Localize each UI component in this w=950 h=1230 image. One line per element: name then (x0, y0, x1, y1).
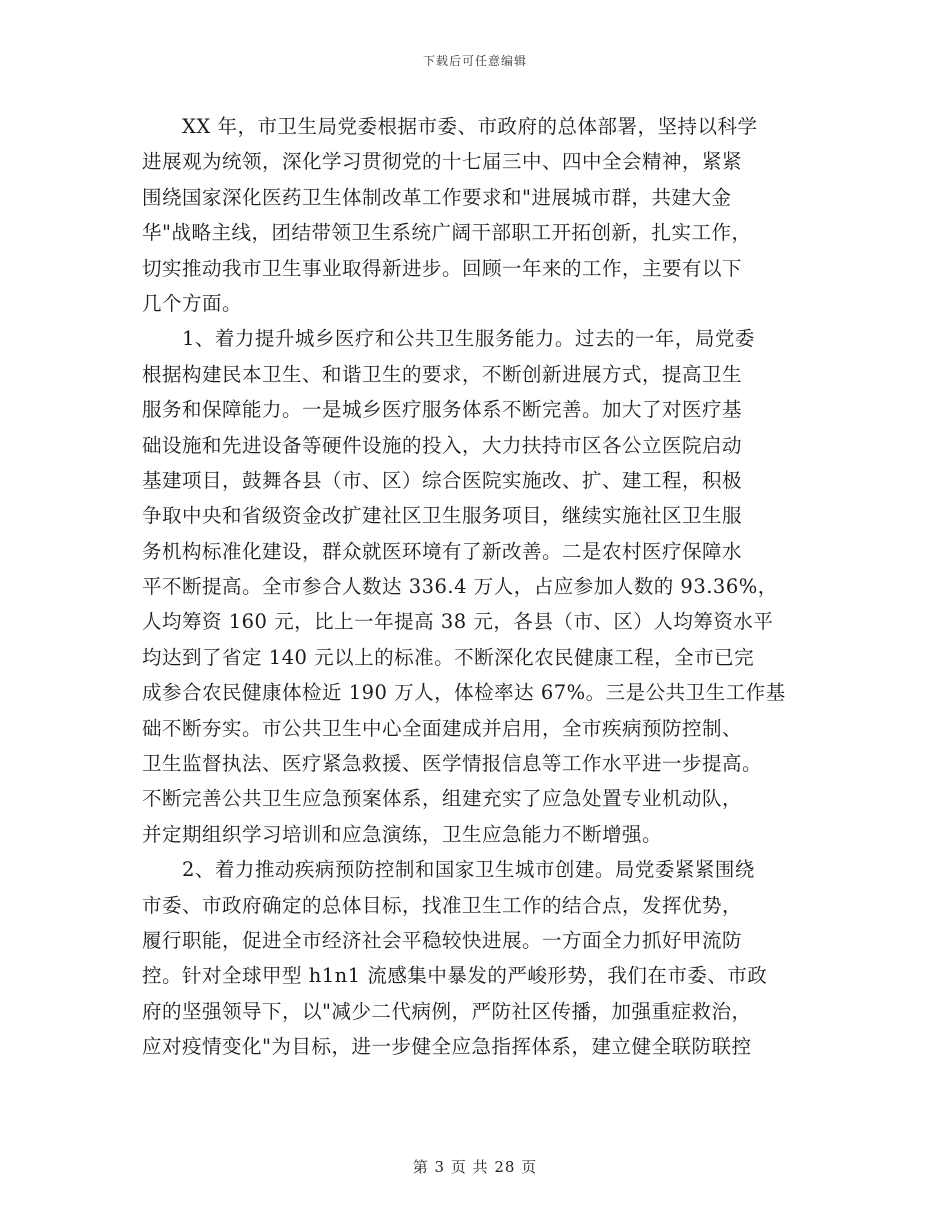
paragraph-line: 华"战略主线，团结带领卫生系统广阔干部职工开拓创新，扎实工作， (142, 221, 752, 245)
paragraph-line: 应对疫情变化"为目标，进一步健全应急指挥体系，建立健全联防联控 (142, 1035, 752, 1059)
paragraph-line: 履行职能，促进全市经济社会平稳较快进展。一方面全力抓好甲流防 (142, 928, 743, 952)
paragraph-line: 1、着力提升城乡医疗和公共卫生服务能力。过去的一年，局党委 (182, 327, 755, 351)
paragraph-line: 争取中央和省级资金改扩建社区卫生服务项目，继续实施社区卫生服 (142, 504, 743, 528)
document-body (142, 109, 810, 1065)
paragraph-line: 卫生监督执法、医疗紧急救援、医学情报信息等工作水平进一步提高。 (142, 752, 763, 776)
paragraph-line: 基建项目，鼓舞各县（市、区）综合医院实施改、扩、建工程，积极 (142, 468, 743, 492)
page-number-footer: 第 3 页 共 28 页 (412, 1158, 538, 1176)
paragraph-line: 平不断提高。全市参合人数达 336.4 万人，占应参加人数的 93.36%， (142, 575, 778, 599)
paragraph-line: 务机构标准化建设，群众就医环境有了新改善。二是农村医疗保障水 (142, 539, 743, 563)
paragraph-line: 础不断夯实。市公共卫生中心全面建成并启用，全市疾病预防控制、 (142, 716, 743, 740)
paragraph-line: 均达到了省定 140 元以上的标准。不断深化农民健康工程，全市已完 (142, 645, 755, 669)
paragraph-line: 并定期组织学习培训和应急演练，卫生应急能力不断增强。 (142, 822, 663, 846)
paragraph-line: 切实推动我市卫生事业取得新进步。回顾一年来的工作，主要有以下 (142, 256, 743, 280)
paragraph-line: 2、着力推动疾病预防控制和国家卫生城市创建。局党委紧紧围绕 (182, 858, 755, 882)
paragraph-line: XX 年，市卫生局党委根据市委、市政府的总体部署，坚持以科学 (182, 115, 758, 138)
paragraph-line: 成参合农民健康体检近 190 万人，体检率达 67%。三是公共卫生工作基 (142, 681, 786, 705)
paragraph-line: 几个方面。 (142, 291, 243, 315)
paragraph-line: 围绕国家深化医药卫生体制改革工作要求和"进展城市群，共建大金 (142, 185, 732, 209)
paragraph-line: 人均筹资 160 元，比上一年提高 38 元，各县（市、区）人均筹资水平 (142, 610, 774, 634)
paragraph-line: 根据构建民本卫生、和谐卫生的要求，不断创新进展方式，提高卫生 (142, 362, 743, 386)
page-header: 下载后可任意编辑 (422, 54, 527, 68)
paragraph-line: 不断完善公共卫生应急预案体系，组建充实了应急处置专业机动队， (142, 787, 743, 811)
paragraph-line: 进展观为统领，深化学习贯彻党的十七届三中、四中全会精神，紧紧 (142, 150, 743, 174)
paragraph-line: 础设施和先进设备等硬件设施的投入，大力扶持市区各公立医院启动 (142, 433, 743, 457)
paragraph-line: 控。针对全球甲型 h1n1 流感集中暴发的严峻形势，我们在市委、市政 (142, 964, 768, 988)
paragraph-line: 市委、市政府确定的总体目标，找准卫生工作的结合点，发挥优势， (142, 893, 743, 917)
paragraph-line: 府的坚强领导下，以"减少二代病例，严防社区传播，加强重症救治， (142, 999, 752, 1023)
paragraph-line: 服务和保障能力。一是城乡医疗服务体系不断完善。加大了对医疗基 (142, 398, 743, 422)
